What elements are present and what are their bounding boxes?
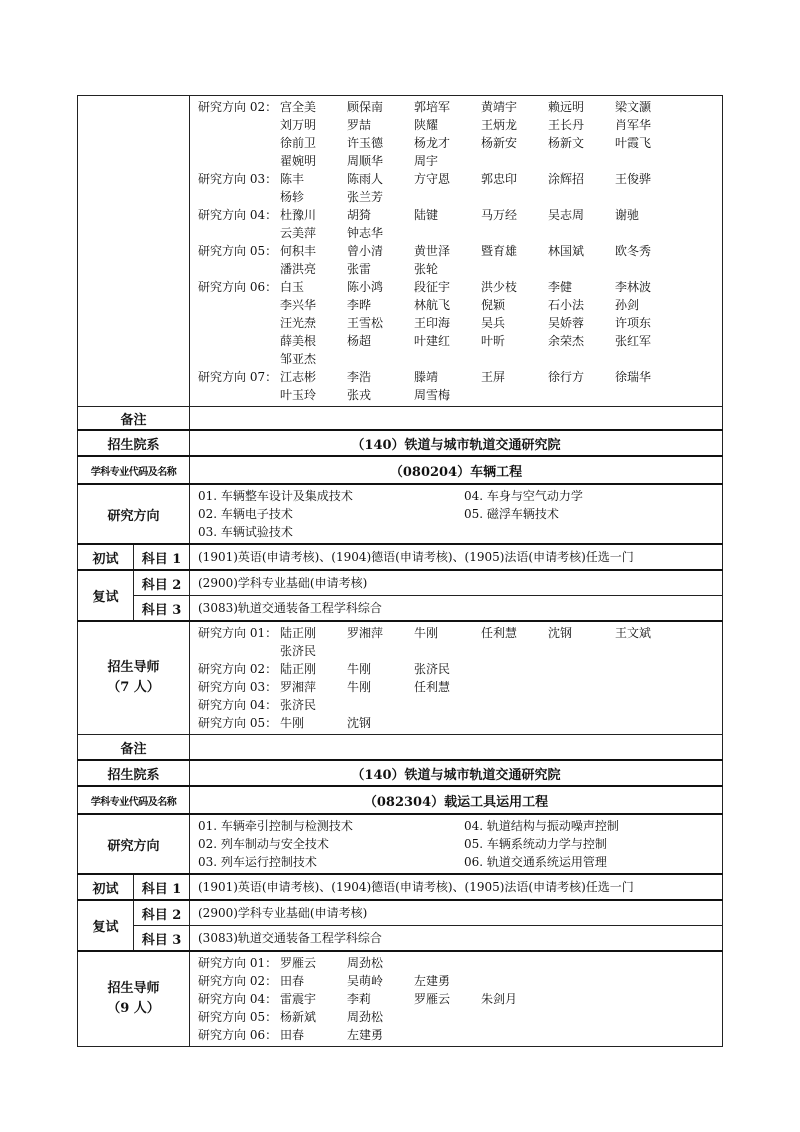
advisor-name: 段征宇 — [414, 280, 451, 294]
department-row — [78, 760, 723, 786]
advisor-name: 邹亚杰 — [280, 352, 317, 366]
advisor-name: 云美萍 — [280, 226, 317, 240]
directions-list — [198, 487, 714, 541]
major-label: 学科专业代码及名称 — [78, 456, 190, 484]
advisors-count: （7 人） — [107, 680, 160, 695]
advisor-name: 杨新文 — [548, 136, 585, 150]
advisor-name: 张轮 — [414, 262, 439, 276]
advisors-row — [78, 951, 723, 1047]
advisor-name: 石小法 — [548, 298, 585, 312]
advisor-line — [198, 678, 714, 696]
subject1-label: 科目 1 — [134, 544, 190, 570]
advisor-name: 白玉 — [280, 280, 305, 294]
advisor-name: 林航飞 — [414, 298, 451, 312]
advisors-row — [78, 621, 723, 735]
advisor-name: 牛刚 — [347, 662, 372, 676]
remarks-label: 备注 — [78, 735, 190, 761]
retest-row — [78, 570, 723, 596]
retest-label: 复试 — [78, 570, 134, 621]
direction-label: 研究方向 05： — [198, 244, 278, 258]
advisor-line — [198, 242, 714, 260]
advisor-name: 黄世泽 — [414, 244, 451, 258]
advisor-line — [198, 296, 714, 314]
advisor-name: 徐前卫 — [280, 136, 317, 150]
department-value: （140）铁道与城市轨道交通研究院 — [190, 430, 723, 456]
direction-label: 研究方向 02： — [198, 974, 278, 988]
advisor-name: 孙剑 — [615, 298, 640, 312]
advisor-name: 李林波 — [615, 280, 652, 294]
advisor-name: 陈小鸿 — [347, 280, 384, 294]
advisor-name: 陕耀 — [414, 118, 439, 132]
advisor-name: 杜豫川 — [280, 208, 317, 222]
advisor-name: 左建勇 — [347, 1028, 384, 1042]
direction-label — [198, 134, 280, 152]
subject1-label: 科目 1 — [134, 874, 190, 900]
advisor-list — [198, 954, 714, 1044]
advisor-name: 张济民 — [414, 662, 451, 676]
directions-cell — [190, 814, 723, 874]
advisor-name: 罗雁云 — [414, 992, 451, 1006]
advisor-name: 梁文灏 — [615, 100, 652, 114]
direction-item: 03. 车辆试验技术 — [198, 525, 293, 539]
advisor-name: 李莉 — [347, 992, 372, 1006]
direction-label: 研究方向 06： — [198, 1028, 278, 1042]
advisor-line — [198, 152, 714, 170]
advisor-name: 王长丹 — [548, 118, 585, 132]
advisor-line — [198, 134, 714, 152]
advisor-name: 洪少枝 — [481, 280, 518, 294]
advisor-line — [198, 98, 714, 116]
advisor-name: 叶建红 — [414, 334, 451, 348]
initial-exam-label: 初试 — [78, 544, 134, 570]
advisor-name: 叶霞飞 — [615, 136, 652, 150]
advisor-name: 陆正刚 — [280, 662, 317, 676]
advisor-name: 叶昕 — [481, 334, 506, 348]
retest-row — [78, 596, 723, 622]
direction-label: 研究方向 01： — [198, 956, 278, 970]
direction-label — [198, 152, 280, 170]
directions-row — [78, 814, 723, 874]
direction-item: 01. 车辆整车设计及集成技术 — [198, 489, 353, 503]
advisor-name: 沈钢 — [347, 716, 372, 730]
direction-label — [198, 350, 280, 368]
advisors-cell — [190, 621, 723, 735]
remarks-value — [190, 735, 723, 761]
advisor-name: 任利慧 — [414, 680, 451, 694]
direction-label: 研究方向 03： — [198, 172, 278, 186]
advisor-name: 罗湘萍 — [347, 626, 384, 640]
advisor-name: 左建勇 — [414, 974, 451, 988]
advisor-line — [198, 642, 714, 660]
advisor-line — [198, 332, 714, 350]
subject3-label: 科目 3 — [134, 926, 190, 952]
direction-label: 研究方向 02： — [198, 100, 278, 114]
major-value: （082304）载运工具运用工程 — [190, 786, 723, 814]
advisors-heading — [78, 979, 189, 1019]
advisors-cell — [190, 951, 723, 1047]
directions-label: 研究方向 — [78, 814, 190, 874]
advisor-name: 马万经 — [481, 208, 518, 222]
admissions-table — [77, 95, 723, 1047]
direction-label — [198, 642, 280, 660]
advisor-line — [198, 954, 714, 972]
remarks-row — [78, 735, 723, 761]
direction-label: 研究方向 04： — [198, 698, 278, 712]
advisor-name: 李健 — [548, 280, 573, 294]
direction-label: 研究方向 05： — [198, 1010, 278, 1024]
direction-label: 研究方向 03： — [198, 680, 278, 694]
advisor-line — [198, 386, 714, 404]
advisor-name: 林国斌 — [548, 244, 585, 258]
initial-exam-row — [78, 544, 723, 570]
advisor-line — [198, 1008, 714, 1026]
advisor-name: 张兰芳 — [347, 190, 384, 204]
advisors-label-cell — [78, 621, 190, 735]
advisor-name: 叶玉玲 — [280, 388, 317, 402]
advisor-name: 翟婉明 — [280, 154, 317, 168]
advisor-name: 胡猗 — [347, 208, 372, 222]
advisor-name: 方守恩 — [414, 172, 451, 186]
advisor-line — [198, 1026, 714, 1044]
advisors-label-cell — [78, 951, 190, 1047]
advisor-name: 朱剑月 — [481, 992, 518, 1006]
advisor-line — [198, 224, 714, 242]
advisor-name: 暨育雄 — [481, 244, 518, 258]
direction-item: 01. 车辆牵引控制与检测技术 — [198, 819, 353, 833]
advisor-name: 杨超 — [347, 334, 372, 348]
advisor-name: 徐瑞华 — [615, 370, 652, 384]
subject3-value: (3083)轨道交通装备工程学科综合 — [190, 596, 723, 622]
directions-cell — [190, 484, 723, 544]
advisor-name: 陈丰 — [280, 172, 305, 186]
advisor-list — [198, 98, 714, 404]
direction-item: 04. 车身与空气动力学 — [464, 489, 583, 503]
advisor-name: 杨新斌 — [280, 1010, 317, 1024]
advisor-name: 牛刚 — [347, 680, 372, 694]
direction-item: 02. 车辆电子技术 — [198, 507, 293, 521]
advisors-label: 招生导师 — [107, 981, 160, 996]
direction-label — [198, 386, 280, 404]
advisor-name: 王炳龙 — [481, 118, 518, 132]
advisor-name: 吴志周 — [548, 208, 585, 222]
retest-row — [78, 900, 723, 926]
advisor-name: 张济民 — [280, 698, 317, 712]
advisor-name: 罗喆 — [347, 118, 372, 132]
advisor-name: 许玉德 — [347, 136, 384, 150]
directions-row — [78, 484, 723, 544]
direction-label: 研究方向 04： — [198, 992, 278, 1006]
subject1-value: (1901)英语(申请考核)、(1904)德语(申请考核)、(1905)法语(申请考核)任选一门 — [190, 544, 723, 570]
advisor-name: 周雪梅 — [414, 388, 451, 402]
advisor-name: 田春 — [280, 974, 305, 988]
advisor-name: 陈雨人 — [347, 172, 384, 186]
direction-label — [198, 224, 280, 242]
advisor-name: 周劲松 — [347, 1010, 384, 1024]
direction-item — [464, 523, 714, 541]
advisor-name: 王印海 — [414, 316, 451, 330]
direction-label — [198, 260, 280, 278]
advisor-name: 吴兵 — [481, 316, 506, 330]
advisor-line — [198, 350, 714, 368]
advisor-name: 何积丰 — [280, 244, 317, 258]
advisor-line — [198, 696, 714, 714]
subject3-label: 科目 3 — [134, 596, 190, 622]
advisor-name: 雷震宇 — [280, 992, 317, 1006]
advisor-name: 张雷 — [347, 262, 372, 276]
department-label: 招生院系 — [78, 430, 190, 456]
direction-label: 研究方向 06： — [198, 280, 278, 294]
direction-label: 研究方向 01： — [198, 626, 278, 640]
advisor-name: 欧冬秀 — [615, 244, 652, 258]
subject2-label: 科目 2 — [134, 570, 190, 596]
advisors-heading — [78, 658, 189, 698]
direction-label — [198, 116, 280, 134]
advisor-name: 倪颖 — [481, 298, 506, 312]
advisor-name: 钟志华 — [347, 226, 384, 240]
subject2-value: (2900)学科专业基础(申请考核) — [190, 900, 723, 926]
subject2-label: 科目 2 — [134, 900, 190, 926]
admissions-document — [77, 95, 722, 1047]
retest-label: 复试 — [78, 900, 134, 951]
advisor-name: 杨龙才 — [414, 136, 451, 150]
advisor-name: 杨轸 — [280, 190, 305, 204]
advisor-name: 江志彬 — [280, 370, 317, 384]
advisor-name: 谢驰 — [615, 208, 640, 222]
advisor-name: 潘洪亮 — [280, 262, 317, 276]
advisor-name: 田春 — [280, 1028, 305, 1042]
retest-row — [78, 926, 723, 952]
advisor-line — [198, 278, 714, 296]
advisor-name: 郭忠印 — [481, 172, 518, 186]
advisor-line — [198, 714, 714, 732]
advisor-name: 陆键 — [414, 208, 439, 222]
advisor-name: 牛刚 — [280, 716, 305, 730]
table-row — [78, 96, 723, 407]
advisor-list — [198, 624, 714, 732]
direction-label — [198, 332, 280, 350]
advisor-name: 周宇 — [414, 154, 439, 168]
advisor-name: 滕靖 — [414, 370, 439, 384]
advisor-name: 顾保南 — [347, 100, 384, 114]
advisor-line — [198, 368, 714, 386]
advisor-name: 赖远明 — [548, 100, 585, 114]
advisors-count: （9 人） — [107, 1001, 160, 1016]
direction-label: 研究方向 05： — [198, 716, 278, 730]
advisor-name: 张济民 — [280, 644, 317, 658]
advisor-name: 罗湘萍 — [280, 680, 317, 694]
advisor-name: 吴萌岭 — [347, 974, 384, 988]
initial-exam-label: 初试 — [78, 874, 134, 900]
direction-item: 03. 列车运行控制技术 — [198, 855, 317, 869]
empty-label-cell — [78, 96, 190, 407]
table-row — [78, 407, 723, 431]
advisor-name: 肖军华 — [615, 118, 652, 132]
advisor-name: 曾小清 — [347, 244, 384, 258]
advisor-line — [198, 990, 714, 1008]
advisor-name: 周劲松 — [347, 956, 384, 970]
advisor-line — [198, 206, 714, 224]
subject3-value: (3083)轨道交通装备工程学科综合 — [190, 926, 723, 952]
direction-item: 05. 磁浮车辆技术 — [464, 507, 559, 521]
direction-label: 研究方向 07： — [198, 370, 278, 384]
advisor-name: 郭培军 — [414, 100, 451, 114]
advisor-name: 黄靖宇 — [481, 100, 518, 114]
major-label: 学科专业代码及名称 — [78, 786, 190, 814]
advisor-name: 王俊骅 — [615, 172, 652, 186]
advisor-name: 刘万明 — [280, 118, 317, 132]
advisor-name: 王雪松 — [347, 316, 384, 330]
advisor-name: 任利慧 — [481, 626, 518, 640]
advisor-line — [198, 660, 714, 678]
advisor-name: 许项东 — [615, 316, 652, 330]
advisor-line — [198, 170, 714, 188]
advisor-line — [198, 116, 714, 134]
initial-exam-row — [78, 874, 723, 900]
advisor-line — [198, 314, 714, 332]
direction-item: 05. 车辆系统动力学与控制 — [464, 837, 607, 851]
advisor-name: 张红军 — [615, 334, 652, 348]
direction-label — [198, 296, 280, 314]
major-value: （080204）车辆工程 — [190, 456, 723, 484]
advisors-label: 招生导师 — [107, 660, 160, 675]
department-row — [78, 430, 723, 456]
major-row — [78, 786, 723, 814]
advisor-name: 余荣杰 — [548, 334, 585, 348]
subject2-value: (2900)学科专业基础(申请考核) — [190, 570, 723, 596]
remarks-label: 备注 — [78, 407, 190, 431]
direction-label — [198, 188, 280, 206]
advisor-line — [198, 188, 714, 206]
direction-label — [198, 314, 280, 332]
advisor-name: 杨新安 — [481, 136, 518, 150]
advisor-name: 吴娇蓉 — [548, 316, 585, 330]
advisor-name: 牛刚 — [414, 626, 439, 640]
remarks-value — [190, 407, 723, 431]
advisor-name: 薛美根 — [280, 334, 317, 348]
advisor-name: 陆正刚 — [280, 626, 317, 640]
subject1-value: (1901)英语(申请考核)、(1904)德语(申请考核)、(1905)法语(申请考核)任选一门 — [190, 874, 723, 900]
advisor-name: 罗雁云 — [280, 956, 317, 970]
advisor-name: 徐行方 — [548, 370, 585, 384]
major-row — [78, 456, 723, 484]
advisor-name: 李晔 — [347, 298, 372, 312]
direction-label: 研究方向 04： — [198, 208, 278, 222]
advisor-name: 沈钢 — [548, 626, 573, 640]
advisor-line — [198, 972, 714, 990]
advisors-cell — [190, 96, 723, 407]
advisor-name: 李兴华 — [280, 298, 317, 312]
advisor-name: 张戎 — [347, 388, 372, 402]
advisor-line — [198, 624, 714, 642]
advisor-name: 李浩 — [347, 370, 372, 384]
advisor-name: 涂辉招 — [548, 172, 585, 186]
direction-label: 研究方向 02： — [198, 662, 278, 676]
direction-item: 04. 轨道结构与振动噪声控制 — [464, 819, 619, 833]
department-label: 招生院系 — [78, 760, 190, 786]
directions-label: 研究方向 — [78, 484, 190, 544]
advisor-name: 汪光焘 — [280, 316, 317, 330]
advisor-name: 王屏 — [481, 370, 506, 384]
directions-list — [198, 817, 714, 871]
advisor-name: 王文斌 — [615, 626, 652, 640]
advisor-name: 周顺华 — [347, 154, 384, 168]
direction-item: 06. 轨道交通系统运用管理 — [464, 855, 607, 869]
advisor-line — [198, 260, 714, 278]
direction-item: 02. 列车制动与安全技术 — [198, 837, 329, 851]
advisor-name: 宫全美 — [280, 100, 317, 114]
department-value: （140）铁道与城市轨道交通研究院 — [190, 760, 723, 786]
